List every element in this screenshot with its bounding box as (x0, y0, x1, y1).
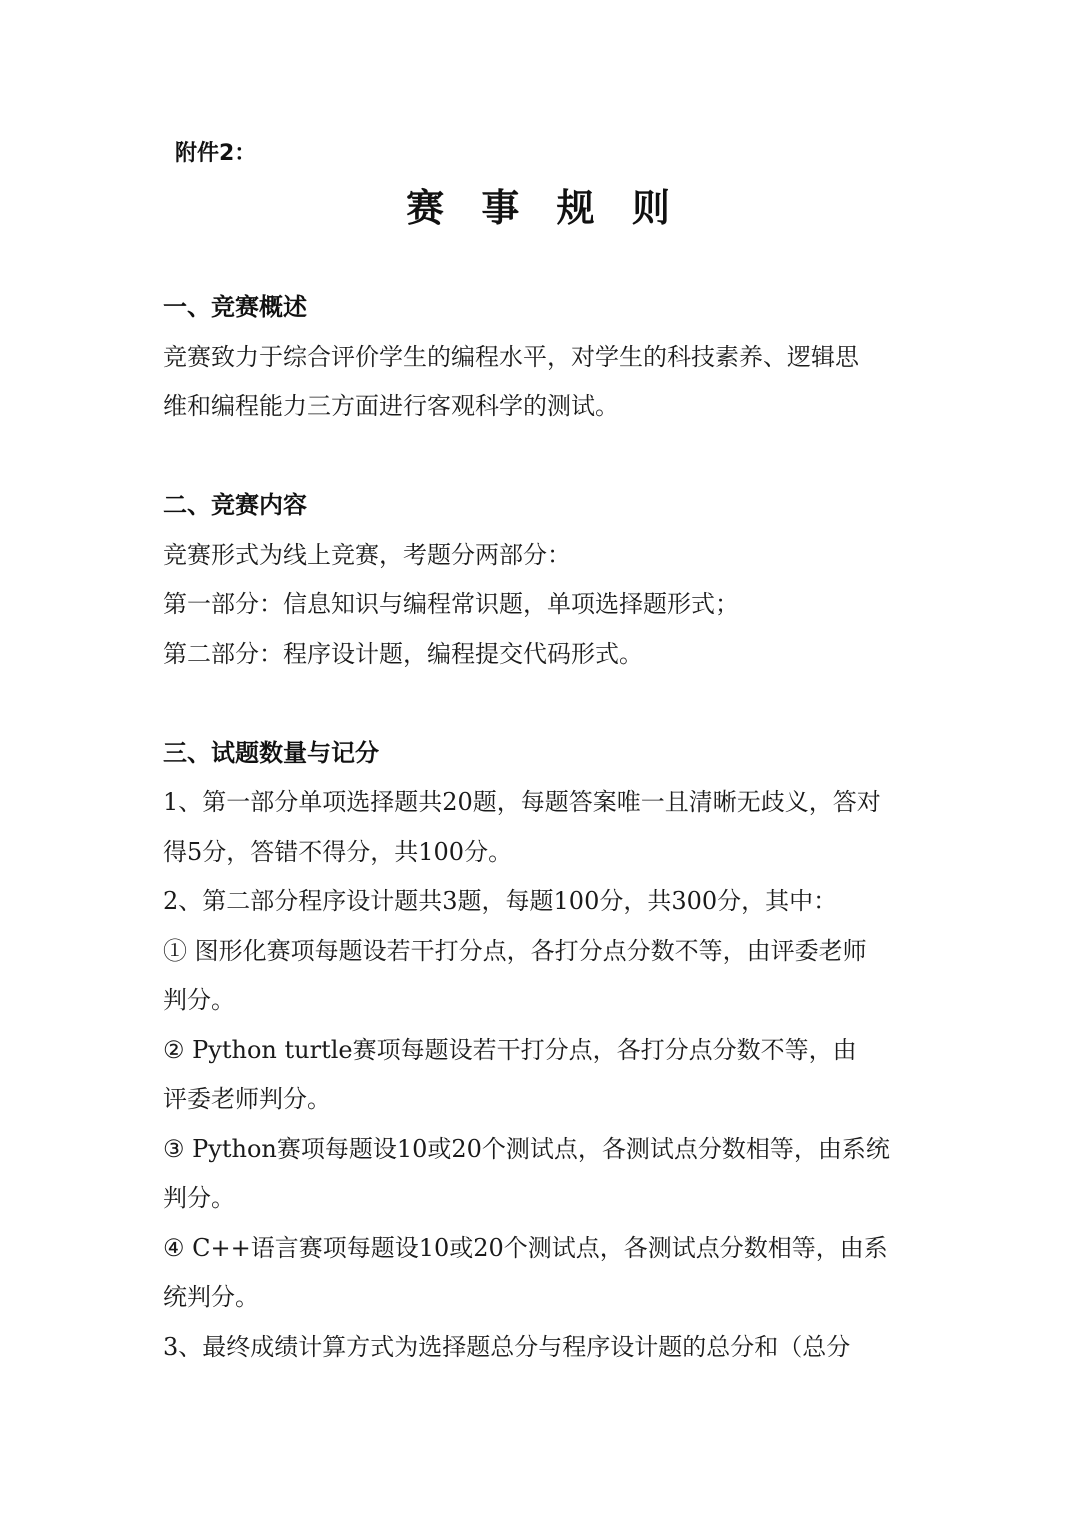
section-heading: 一、竞赛概述 (163, 293, 307, 321)
paragraph-line: ① 图形化赛项每题设若干打分点，各打分点分数不等，由评委老师 (163, 936, 867, 965)
paragraph-line: 1、第一部分单项选择题共20题，每题答案唯一且清晰无歧义，答对 (163, 788, 881, 816)
paragraph-line: 3、最终成绩计算方式为选择题总分与程序设计题的总分和（总分 (163, 1332, 851, 1361)
paragraph-line: ② Python turtle赛项每题设若干打分点，各打分点分数不等，由 (163, 1035, 857, 1064)
paragraph-line: 竞赛致力于综合评价学生的编程水平，对学生的科技素养、逻辑思 (163, 342, 859, 371)
section-content (163, 481, 923, 679)
paragraph-line: 得5分，答错不得分，共100分。 (163, 837, 513, 866)
attachment-label: 附件2： (175, 141, 257, 166)
section-overview (163, 283, 923, 432)
paragraph-line: 第二部分：程序设计题，编程提交代码形式。 (163, 639, 643, 668)
section-spacer (163, 432, 923, 482)
paragraph-line: 判分。 (163, 986, 235, 1014)
paragraph-line: 2、第二部分程序设计题共3题，每题100分，共300分，其中： (163, 887, 838, 915)
paragraph-line: 统判分。 (163, 1283, 259, 1311)
section-scoring (163, 729, 923, 1373)
paragraph-line: 竞赛形式为线上竞赛，考题分两部分： (163, 540, 571, 569)
paragraph-line: 第一部分：信息知识与编程常识题，单项选择题形式； (163, 590, 739, 618)
document-body (163, 283, 923, 1372)
document-title: 赛 事 规 则 (406, 186, 682, 230)
section-spacer (163, 679, 923, 729)
paragraph-line: ④ C++语言赛项每题设10或20个测试点，各测试点分数相等，由系 (163, 1233, 888, 1262)
paragraph-line: ③ Python赛项每题设10或20个测试点，各测试点分数相等，由系统 (163, 1134, 890, 1163)
section-heading: 三、试题数量与记分 (163, 738, 379, 767)
section-heading: 二、竞赛内容 (163, 491, 307, 519)
paragraph-line: 判分。 (163, 1184, 235, 1212)
paragraph-line: 维和编程能力三方面进行客观科学的测试。 (163, 392, 619, 420)
paragraph-line: 评委老师判分。 (163, 1085, 331, 1113)
